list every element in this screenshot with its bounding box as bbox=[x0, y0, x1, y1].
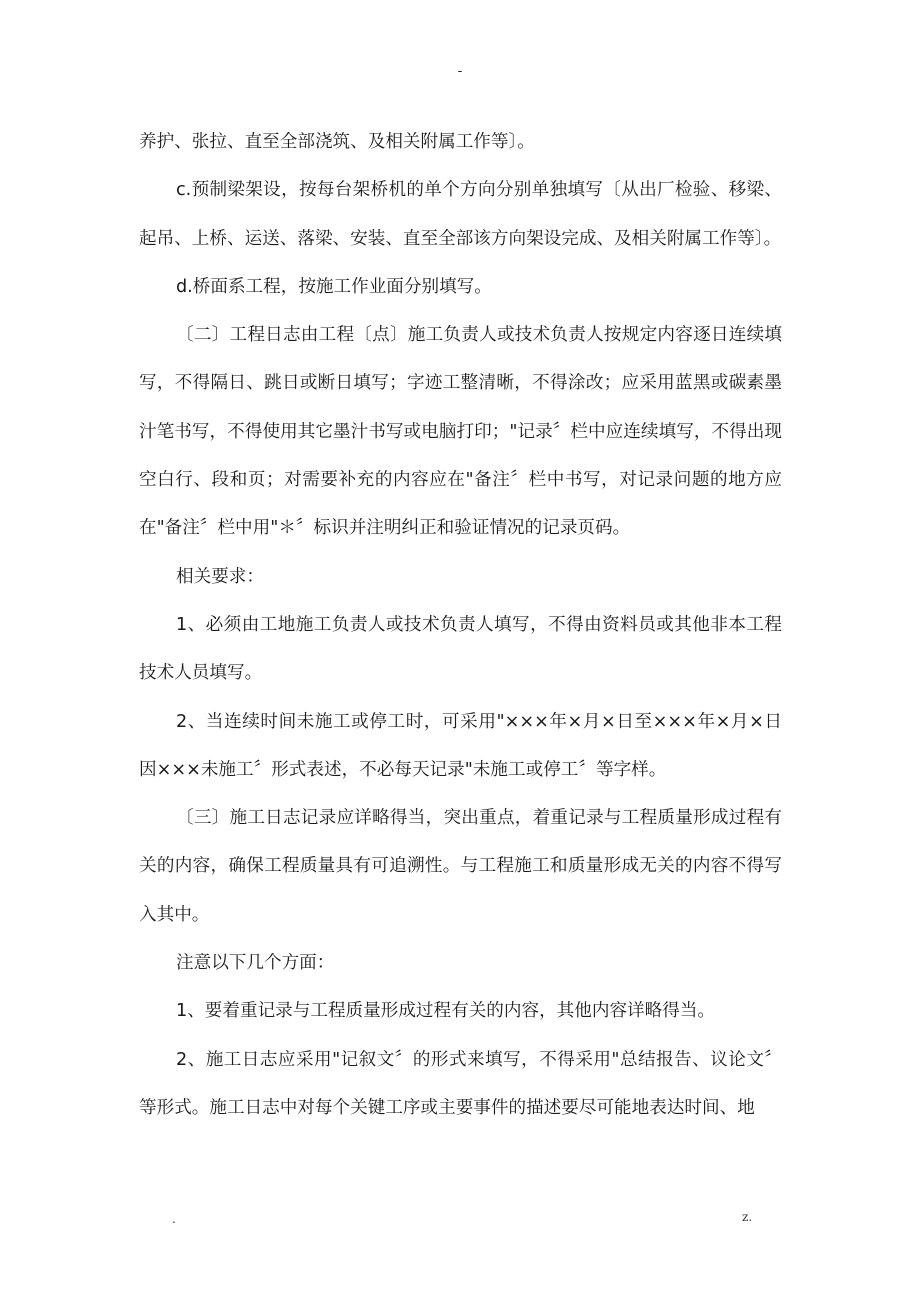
paragraph-requirement-1: 1、必须由工地施工负责人或技术负责人填写，不得由资料员或其他非本工程技术人员填写。 bbox=[139, 614, 782, 684]
paragraph-note-2: 2、施工日志应采用"记叙文〞的形式来填写，不得采用"总结报告、议论文〞等形式。施工日志中对每个关键工序或主要事件的描述要尽可能地表达时间、地 bbox=[139, 1049, 782, 1118]
paragraph-note-1: 1、要着重记录与工程质量形成过程有关的内容，其他内容详略得当。 bbox=[176, 1001, 716, 1022]
paragraph-d: d.桥面系工程，按施工作业面分别填写。 bbox=[176, 276, 492, 297]
paragraph-c: c.预制梁架设，按每台架桥机的单个方向分别单独填写〔从出厂检验、移梁、起吊、上桥、运送、落梁、安装、直至全部该方向架设完成、及相关附属工作等〕。 bbox=[139, 180, 782, 249]
paragraph-requirements-heading: 相关要求： bbox=[176, 566, 264, 587]
paragraph-section-3: 〔三〕施工日志记录应详略得当，突出重点，着重记录与工程质量形成过程有关的内容，确保工程质量具有可追溯性。与工程施工和质量形成无关的内容不得写入其中。 bbox=[139, 808, 782, 925]
paragraph-section-2: 〔二〕工程日志由工程〔点〕施工负责人或技术负责人按规定内容逐日连续填写，不得隔日、跳日或断日填写；字迹工整清晰，不得涂改；应采用蓝黑或碳素墨汁笔书写，不得使用其它墨汁书写或电脑打印；"记录〞栏中应连续填写，不得出现空白行、段和页；对需要补充的内容应在"备注〞栏中书写，对记录问题的地方应在"备注〞栏中用"＊〞标识并注明纠正和验证情况的记录页码。 bbox=[139, 325, 782, 539]
paragraph-requirement-2: 2、当连续时间未施工或停工时，可采用"×××年×月×日至×××年×月×日因×××未施工〞形式表述，不必每天记录"未施工或停工〞等字样。 bbox=[139, 711, 782, 780]
header-mark: - bbox=[457, 64, 463, 79]
footer-left-mark: . bbox=[172, 1212, 176, 1226]
body-text bbox=[139, 118, 782, 1132]
paragraph-continuation: 养护、张拉、直至全部浇筑、及相关附属工作等〕。 bbox=[139, 132, 535, 152]
footer-right-mark: z. bbox=[742, 1210, 753, 1224]
paragraph-notes-heading: 注意以下几个方面： bbox=[176, 953, 335, 974]
